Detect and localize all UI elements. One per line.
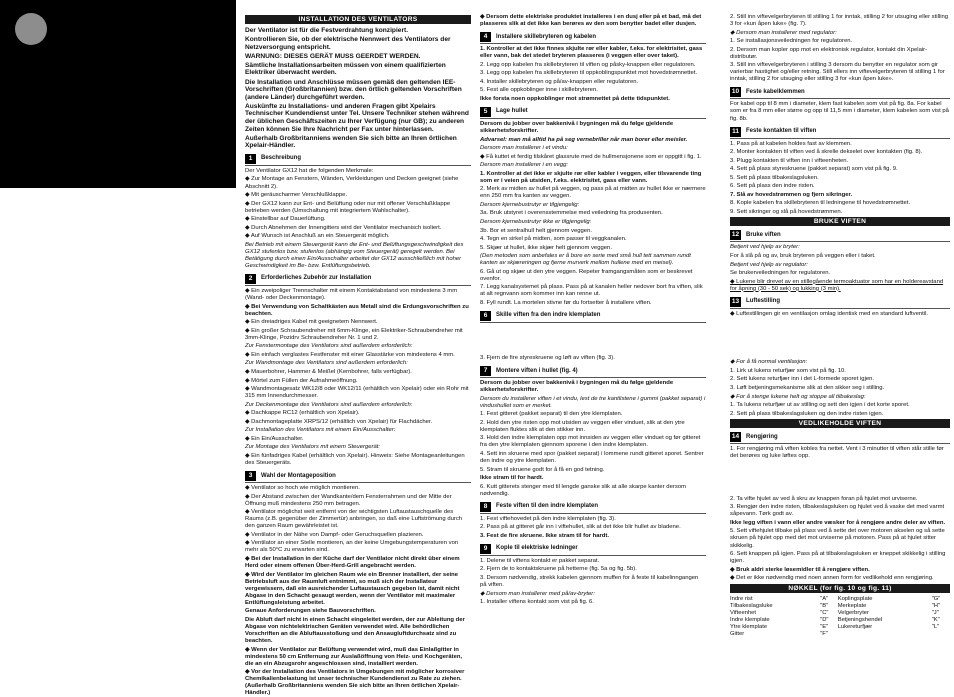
section-11-heading: [730, 127, 950, 139]
key-cell: "G": [931, 595, 941, 602]
text-line: 2. Sett lukens returfjær inn i det L-formede sporet igjen.: [730, 376, 875, 383]
section-title: Montere viften i hullet (fig. 4): [496, 367, 578, 374]
text-line: Ikke legg viften i vann eller andre væsker for å rengjøre andre deler av viften.: [730, 519, 946, 526]
table-row: [730, 617, 950, 624]
text-line: 1. Kontroller at det ikke finnes skjulte rør eller kabler, f.eks. for elektrisitet, gass eller vann, bak det stedet bryteren plasseres (i veggen eller over taket).: [480, 46, 703, 60]
text-line: Dersom du installerer viften i et vindu, lest de tre kantlistene i gummi (pakket separat) i vindushullet som er merket.: [480, 395, 706, 409]
text-line: 4. Sett inn skruene med spor (pakket separat) i lommene rundt gitteret sporet. Sentrer den indre og ytre klemplaten.: [480, 450, 704, 465]
key-cell: Betjeningshendel: [837, 616, 883, 623]
section-6-heading: [480, 311, 706, 323]
text-line: ◆ Der Abstand zwischen der Wandkante/dem Fensterrahmen und der Mitte der Öffnung muß mindestens 250 mm betragen.: [245, 493, 452, 507]
text-line: For kabel opp til 8 mm i diameter, klem fast kabelen som vist på fig. 8a. For kabel som er fra 8 mm eller større og opp til 11,5 mm i diameter, klem kabelen som vist på fig. 8b.: [730, 101, 949, 122]
text-line: 4. Tegn en sirkel på midten, som passer til veggkanalen.: [480, 236, 627, 243]
text-line: ◆ Ein dreiadriges Kabel mit geeignetem Nennwert.: [245, 319, 378, 326]
section-number: 1: [245, 154, 256, 164]
section-title: Feste kontakten til viften: [746, 128, 817, 135]
section-header-maintenance: VEDLIKEHOLDE VIFTEN: [730, 419, 950, 428]
text-line: Dersom man installerer i et vindu:: [480, 145, 568, 152]
text-line: 5. Fest alle oppkoblinger inne i skillebryteren.: [480, 87, 598, 94]
text-line: 4. Sett på plass styreskruene (pakket separat) som vist på fig. 9.: [730, 166, 898, 173]
section-title: Feste kabelklemmen: [746, 88, 805, 95]
section-number: 12: [731, 231, 740, 239]
text-line: Dersom kjernebustrutyr er tilgjengelig:: [480, 201, 580, 208]
key-cell: Velgerbryter: [837, 609, 869, 616]
key-cell: "K": [931, 616, 940, 623]
text-line: ◆ Dachkappe RC12 (erhältlich von Xpelair).: [245, 410, 360, 417]
text-line: 2. Monter kontakten til viften ved å skrelle dekselet over kontakten (fig. 8).: [730, 149, 923, 156]
text-line: 2. Sett på plass tilbakeslagsluken og den indre risten igjen.: [730, 410, 884, 417]
section-7-heading: [480, 366, 706, 378]
section-number: 3: [245, 471, 256, 481]
section-4-heading: [480, 32, 706, 44]
key-cell: Lukereturfjær: [837, 623, 873, 630]
text-line: 2. Pass på at gitteret går inn i viftehullet, slik at det ikke blir hullet av bladene.: [480, 524, 681, 531]
text-line: Advarsel: man må alltid ha på seg vernebriller når man borer eller meisler.: [480, 136, 688, 143]
text-line: 3. Hold den indre klemplaten opp mot innsiden av veggen eller vinduet og før gitteret fra den ytre klemplaten gjennom sporene i den indre klemplaten.: [480, 435, 701, 449]
key-cell: "B": [820, 602, 829, 609]
section-title: Luftestilling: [746, 298, 780, 305]
section-number: 2: [245, 274, 256, 284]
key-cell: Vifteenhet: [730, 609, 757, 616]
section-title: Beschreibung: [261, 155, 302, 162]
text-line: 2. Fjern de to kontaktskruene på hetterne (fig. 5a og fig. 5b).: [480, 566, 637, 573]
table-row: [730, 631, 950, 638]
section-9-heading: [480, 544, 706, 556]
text-line: ◆ Einstellbar auf Dauerlüftung.: [245, 216, 326, 223]
text-line: ◆ Ein fünfadriges Kabel (erhältlich von Xpelair). Hinweis: Siehe Montageanleitungen des Steuergeräts.: [245, 452, 465, 466]
text-line: ◆ Zur Montage an Fenstern, Wänden, Verkleidungen und Decken geeignet (siehe Abschnitt 2).: [245, 176, 459, 190]
section-title: Feste viften til den indre klemplaten: [496, 503, 599, 510]
text-line: ◆ Bruk aldri sterke løsemidler til å rengjøre viften.: [730, 566, 870, 573]
section-number: 14: [731, 433, 740, 441]
text-line: Zur Installation des Ventilators mit einem Ein/Ausschalter:: [245, 427, 396, 434]
text-line: 1. Se installasjonsveiledningen for regulatoren.: [730, 38, 853, 45]
key-cell: "A": [820, 595, 829, 602]
section-title: Bruke viften: [746, 231, 781, 238]
figure-gap: [730, 462, 950, 496]
section-10-heading: [730, 87, 950, 99]
text-line: ◆ Bei der Installation in der Küche darf der Ventilator nicht direkt über einem Herd oder einem offenen Über-Herd-Grill angebracht werden.: [245, 555, 460, 570]
text-line: ◆ Bei Verwendung von Schaltkästen aus Metall sind die Erdungsvorschriften zu beachten.: [245, 303, 469, 317]
text-line: 2. Still inn viftevelgerbryteren til stilling 1 for inntak, stilling 2 for utsuging eller stilling 3 for «kun åpen luke» (fig. 7).: [730, 14, 949, 28]
text-line: 7. Legg kanalsystemet på plass. Pass på at kanalen heller nedover bort fra viften, slik at alt regnvann som kommer inn kan renne ut.: [480, 284, 703, 298]
text-line: ◆ Ventilator an einer Stelle montieren, an der keine Umgebungstemperaturen von mehr als 50°C zu erwarten sind.: [245, 540, 459, 554]
key-cell: Koplingsplate: [837, 595, 873, 602]
section-5-heading: [480, 107, 706, 119]
section-1-heading: [245, 154, 471, 166]
text-line: ◆ Ein zweipoliger Trennschalter mit einem Kontaktabstand von mindestens 3 mm (Wand- oder Deckenmontage).: [245, 288, 458, 302]
text-line: Zur Deckenmontage des Ventilators sind außerdem erforderlich:: [245, 401, 413, 408]
section-number: 8: [480, 502, 491, 512]
text-line: 1. Lirk ut lukens returfjær som vist på fig. 10.: [730, 367, 846, 374]
key-cell: "H": [931, 602, 941, 609]
key-cell: Indre klemplate: [730, 616, 770, 623]
text-line: ◆ Dersom man installerer med regulator:: [730, 29, 837, 36]
text-line: ◆ Luftestillingen gir en ventilasjon omlag identisk med en standard luftventil.: [730, 310, 929, 317]
text-line: Die Abluft darf nicht in einen Schacht eingeleitet werden, der zur Ableitung der Abgase von nichtelektrischen Geräten verwendet wird. Alle behördlichen Vorschriften an die Abluftausstoßung und den Ansaugluftdurchsatz sind zu beachten.: [245, 616, 465, 644]
text-line: Genaue Anforderungen siehe Bauvorschriften.: [245, 608, 376, 615]
text-line: Zur Fenstermontage des Ventilators sind außerdem erforderlich:: [245, 343, 413, 350]
text-line: ◆ Ventilator möglichst weit entfernt von der wichtigsten Luftaustauschquelle des Raums (z.B. gegenüber der Zimmertür) anbringen, so daß eine Luftströmung durch den ganzen Raum gewährleistet ist.: [245, 509, 463, 530]
black-cover-block: [0, 0, 236, 188]
key-cell: "L": [931, 623, 940, 630]
text-line: Ikke stram til for hardt.: [480, 475, 544, 482]
text-line: ◆ For å stenge lukene helt og stoppe all tilbakeslag:: [730, 393, 866, 400]
grey-circle-marker: [15, 13, 47, 45]
text-line: ◆ Auf Wunsch ist Anschluß an ein Steuergerät möglich.: [245, 233, 390, 240]
text-line: ◆ Der GX12 kann zur Ent- und Belüftung oder nur mit offener Verschlußklappe betrieben werden (Umschaltung mit integriertem Wahlschalter).: [245, 200, 451, 214]
text-line: ◆ Ein Ein/Ausschalter.: [245, 435, 304, 442]
text-line: 2. Ta vifte hjulet av ved å skru av knappen foran på hjulet mot urviserne.: [730, 495, 918, 502]
section-title: Rengjøring: [746, 433, 778, 440]
key-cell: "D": [820, 616, 829, 623]
text-line: 5. Sett på plass tilbakeslagsluken.: [730, 174, 819, 181]
text-line: 6. Sett på plass den indre risten.: [730, 183, 815, 190]
key-cell: Indre rist: [730, 595, 753, 602]
text-line: 3. Dersom nødvendig, strekk kabelen gjennom muffen for å feste til kabelinngangen på viften.: [480, 574, 699, 589]
text-line: ◆ Wenn der Ventilator zur Belüftung verwendet wird, muß das Einlaßgitter in mindestens 50 cm Entfernung zur Auslaßöffnung von Heiz- und Kochgeräten, die an ein Abzugsrohr angeschlossen sind, installiert werden.: [245, 646, 463, 667]
text-line: Zur Wandmontage des Ventilators sind außerdem erforderlich:: [245, 360, 408, 367]
key-cell: Gitter: [730, 630, 745, 637]
section-3-heading: [245, 471, 471, 483]
text-line: ◆ Få kuttet et ferdig tilskåret glassrute med de hullmensjonene som er oppgitt i fig. 1.: [480, 153, 702, 160]
text-line: ◆ Dachmontageplatte XRPS/12 (erhältlich von Xpelair) für Flachdächer.: [245, 418, 433, 425]
section-number: 4: [480, 32, 491, 42]
section-number: 10: [731, 88, 740, 96]
key-cell: [932, 631, 950, 638]
text-line: 2. Hold den ytre risten opp mot utsiden av veggen eller vinduet, slik at den ytre klemplaten fluktes slik at den stikker inn.: [480, 419, 685, 433]
text-line: 9. Sett sikringer og slå på hovedstrømmen.: [730, 208, 843, 215]
text-line: 5. Sett viftehjulet tilbake på plass ved å sette det over motoren akselen og så sette skruen på hjulet opp med det mot urviserne på motoren. Pass på at hjulet sitter skikkelig.: [730, 528, 945, 549]
text-line: 2. Dersom man kopler opp mot en elektronisk regulator, kontakt din Xpelair-distributør.: [730, 46, 928, 60]
section-number: 7: [480, 366, 491, 376]
text-line: 3. Fest de fire skruene. Ikke stram til for hardt.: [480, 532, 609, 539]
text-line: For å slå på og av, bruk bryteren på veggen eller i taket.: [730, 253, 876, 260]
section-14-heading: [730, 432, 950, 444]
section-number: 6: [480, 311, 491, 321]
text-line: ◆ For å få normal ventilasjon:: [730, 359, 808, 366]
text-line: 8. Kople kabelen fra skillebryteren til ledningene til hovedstrømnettet.: [730, 200, 911, 207]
text-line: ◆ Ventilator in der Nähe von Dampf- oder Geruchsquellen plazieren.: [245, 531, 424, 538]
text-line: ◆ Dersom man installerer med på/av-bryter:: [480, 590, 595, 597]
text-line: ◆ Mörtel zum Füllen der Aufnahmeöffnung.: [245, 377, 358, 384]
section-number: 9: [480, 544, 491, 554]
text-line: 6. Gå ut og skjær ut den ytre veggen. Repeter framgangsmåten som er beskrevet ovenfor.: [480, 268, 693, 282]
key-cell: "F": [820, 630, 828, 637]
text-line: Dersom man installerer i en vegg:: [480, 162, 569, 169]
intro-line: Der Ventilator ist für die Festverdrahtung konzipiert.: [245, 27, 409, 34]
section-title: Wahl der Montageposition: [261, 472, 336, 479]
text-line: Zur Montage des Ventilators mit einem Steuergerät:: [245, 444, 381, 451]
column-norwegian-2: [730, 14, 950, 674]
text-line: 1. Kontroller at det ikke er skjulte rør eller kabler i veggen, eller tilsvarende ting som er i veien på utsiden, f.eks. elektrisitet, gass eller vann.: [480, 170, 702, 184]
key-cell: [838, 631, 932, 638]
text-line: ◆ Vor der Installation des Ventilators in Umgebungen mit möglicher korrosiver Chemikalienbelastung ist unser technischer Kundendienst zu Rate zu ziehen. (Außerhalb Großbritanniens wenden Sie sich bitte an Ihren örtlichen Xpelair-Händler.): [245, 669, 465, 697]
text-line: ◆ Wandmontagesatz WK12/8 oder WK12/11 (erhältlich von Xpelair) oder ein Rohr mit 315 mm Innendurchmesser.: [245, 386, 469, 400]
intro-line: Außerhalb Großbritanniens wenden Sie sich bitte an Ihren örtlichen Xpelair-Händler.: [245, 134, 457, 150]
section-title: Installere skillebryteren og kabelen: [496, 33, 597, 40]
figure-gap: [480, 325, 706, 355]
text-line: 3. Rengjør den indre risten, tilbakeslagsluken og hjulet ved å vaske det med varmt såpevann. Tørk godt av.: [730, 504, 945, 518]
section-title: Skille viften fra den indre klemplaten: [496, 312, 601, 319]
section-title: Erforderliches Zubehör zur Installation: [261, 275, 372, 282]
intro-line: WARNUNG: DIESES GERÄT MUSS GEERDET WERDEN.: [245, 52, 421, 60]
text-line: ◆ Ventilator so hoch wie möglich montieren.: [245, 485, 360, 492]
text-line: ◆ Lukene blir drevet av en stillegående termoaktuator som har en holdereavstand for åpning (30 - 50 sek) og lukking (3 min).: [730, 278, 944, 292]
key-cell: Ytre klemplate: [730, 623, 768, 630]
table-row: [730, 603, 950, 610]
text-line: 7. Slå av hovedstrømmen og fjern sikringer.: [730, 191, 853, 198]
text-line: 1. Delene til viftens kontakt er pakket separat.: [480, 557, 600, 564]
text-line: ◆ Durch Abnehmen der Innengitters wird der Ventilator mechanisch isoliert.: [245, 224, 442, 231]
section-2-heading: [245, 274, 471, 286]
figure-gap: [730, 319, 950, 359]
text-line: 1. Pass på at kabelen holdes fast av klemmen.: [730, 140, 852, 147]
text-line: ◆ Ein einfach verglastes Festfenster mit einer Glasstärke von mindestens 4 mm.: [245, 351, 455, 358]
section-header-use: BRUKE VIFTEN: [730, 217, 950, 226]
key-cell: Tilbakeslagsluke: [730, 602, 773, 609]
key-table: [730, 596, 950, 638]
text-line: 2. Merk av midten av hullet på veggen, og pass på at midten av hullet ikke er nærmere enn 250 mm fra kanten av veggen.: [480, 186, 706, 200]
text-line: Betjent ved hjelp av bryter:: [730, 244, 800, 251]
section-header-installation: INSTALLATION DES VENTILATORS: [245, 15, 471, 24]
column-norwegian-1: [480, 14, 706, 674]
text-line: 4. Installer skillebryteren og på/av-knappen eller regulatoren.: [480, 78, 639, 85]
text-line: 2. Legg opp kabelen fra skillebryteren til viften og påsky-knappen eller regulatoren.: [480, 61, 696, 68]
text-line: 1. Fest gitteret (pakket separat) til den ytre klemplaten.: [480, 411, 623, 418]
intro-line: Die Installation und Anschlüsse müssen gemäß den geltenden IEE-Vorschriften (Großbritannien) bzw. den örtlich geltenden Vorschriften (andere Länder) durchgeführt werden.: [245, 78, 462, 101]
section-title: Lage hullet: [496, 108, 528, 115]
text-line: 3. Fjern de fire styreskruene og løft av viften (fig. 3).: [480, 355, 615, 361]
key-header: NØKKEL (for fig. 10 og fig. 11): [730, 584, 950, 593]
table-row: [730, 624, 950, 631]
text-line: 3. Plugg kontakten til viften inn i vifteenheten.: [730, 157, 849, 164]
intro-line: Auskünfte zu Installations- und anderen Fragen gibt Xpelairs Technischer Kundendienst unter Tel. Unsere Techniker stehen während der üblichen Geschäftszeiten zu Ihrer Verfügung (nur GB); zu anderen Zeiten können Sie Ihre Nachricht per Fax unter hinterlassen.: [245, 102, 469, 133]
text-line: 1. Ta lukens returfjær ut av stilling og sett den igjen i det korte sporet.: [730, 402, 910, 409]
text-line: 3. Legg opp kabelen fra skillebryteren til oppkoblingspunktet mot hovedstrømnettet.: [480, 70, 698, 77]
text-line: 5. Stram til skruene godt for å få en god tetning.: [480, 466, 605, 473]
section-8-heading: [480, 502, 706, 514]
section-title: Kople til elektriske ledninger: [496, 545, 578, 552]
text-line: 6. Kutt gitterets stenger med til lengde ganske slik at alle skarpe kanter dersom nødvendig.: [480, 483, 686, 497]
text-line: ◆ Det er ikke nødvendig med noen annen form for vedlikehold enn rengjøring.: [730, 575, 934, 582]
text-line: ◆ Mauerbohrer, Hammer & Meißel (Kernbohrer, falls verfügbar).: [245, 368, 412, 375]
section-number: 11: [730, 127, 741, 137]
column-german: [245, 14, 471, 697]
text-line: Dersom du jobber over bakkenivå i bygningen må du følge gjeldende sikkerhetsforskrifter.: [480, 380, 674, 394]
text-line: ◆ Wird der Ventilator im gleichen Raum wie ein Brenner installiert, der seine Betriebsluft aus der Raumluft entnimmt, so muß sich der Installateur vergewissern, daß ein ausreichender Luftaustausch gegeben ist, damit nicht Abgase in den Schacht gesaugt werden, wenn der Ventilator mit maximaler Entlüftungsleistung arbeitet.: [245, 571, 460, 606]
section-number: 13: [731, 297, 740, 305]
section-number: 5: [480, 107, 491, 117]
text-line: Dersom kjernebustrutyr ikke er tilgjengelig:: [480, 218, 592, 225]
text-line: 1. Installer viftens kontakt som vist på fig. 6.: [480, 599, 594, 606]
text-line: 3. Løft betjeningsmekanisme slik at den sikker seg i stilling.: [730, 384, 885, 391]
text-line: Betjent ved hjelp av regulator:: [730, 261, 808, 268]
section-13-heading: [730, 297, 950, 309]
text-line: (Den metoden som anbefales er å bore en serie med små hull tett sammen rundt kanten av skjæreringen og fjerne murverk mellom hullene med en meisel).: [480, 253, 691, 267]
table-row: [730, 596, 950, 603]
key-cell: "E": [820, 623, 829, 630]
key-cell: "C": [820, 609, 829, 616]
text-line: 1. For rengjøring må viften kobles fra nettet. Vent i 3 minutter til viften står stille før det berøres og luke løftes opp.: [730, 446, 944, 460]
intro-block: [245, 27, 471, 150]
text-line: ◆ Ein großer Schraubendreher mit 6mm-Klinge, ein Elektriker-Schraubendreher mit 3mm-Klinge, Pozidrv Schraubendreher Nr. 1 und 2.: [245, 327, 463, 341]
intro-line: Kontrollieren Sie, ob der elektrische Nennwert des Ventilators der Netzversorgung entspricht.: [245, 36, 451, 51]
text-line: ◆ Mit geräuscharmer Verschlußklappe.: [245, 192, 348, 199]
text-line: 3a. Bruk utstyret i overensstemmelse med veiledning fra produsenten.: [480, 210, 663, 217]
key-cell: Merkeplate: [837, 602, 867, 609]
text-line: Se brukerveiledningen for regulatoren.: [730, 270, 831, 277]
text-line: 6. Sett knappen på igjen. Pass på at tilbakeslagsluken er kneppet skikkelig i stilling igjen.: [730, 551, 946, 565]
text-line: Bei Betrieb mit einem Steuergerät kann die Ent- und Belüftungsgeschwindigkeit des GX12 stufenlos bzw. stufenlos (abhängig vom Steuergerät) geregelt werden. Bei Betätigung durch einen Ein/Ausschalter arbeitet der GX12 ausschließlich mit hoher Geschwindigkeit im Be- bzw. Entlüftungsbetrieb.: [245, 241, 464, 269]
text-line: Der Ventilator GX12 hat die folgenden Merkmale:: [245, 167, 374, 174]
text-line: 1. Fest viftehovedet på den indre klemplaten (fig. 3).: [480, 515, 616, 522]
text-line: 5. Skjær ut hullet, ikke skjær helt gjennom veggen.: [480, 244, 612, 251]
table-row: [730, 610, 950, 617]
text-line: ◆ Dersom dette elektriske produktet installeres i en dusj eller på et bad, må det plasseres slik at det ikke kan berøres av den som benytter badet eller dusjen.: [480, 14, 702, 28]
key-cell: "J": [931, 609, 939, 616]
text-line: 3b. Bor et sentralhull helt gjennom veggen.: [480, 227, 592, 234]
intro-line: Sämtliche Installationsarbeiten müssen von einem qualifizierten Elektriker überwacht werden.: [245, 61, 446, 77]
text-line: Dersom du jobber over bakkenivå i bygningen må du følge gjeldende sikkerhetsforskrifter.: [480, 120, 674, 134]
section-12-heading: [730, 230, 950, 242]
text-line: 3. Still inn viftevelgerbryteren i stilling 3 dersom du benytter en regulator som gir varierbar hastighet og/eller retning. Still ellers inn viftevelgerbryteren til stilling 1 for inntak, stilling 2 for utsuging eller stilling 3 for «kun åpen luke».: [730, 62, 945, 83]
text-line: 8. Fyll rundt. La mortelen stivne før du fortsetter å installere viften.: [480, 299, 652, 306]
text-line: Ikke forsta noen oppkoblinger mot strømnettet på dette tidspunktet.: [480, 95, 670, 102]
